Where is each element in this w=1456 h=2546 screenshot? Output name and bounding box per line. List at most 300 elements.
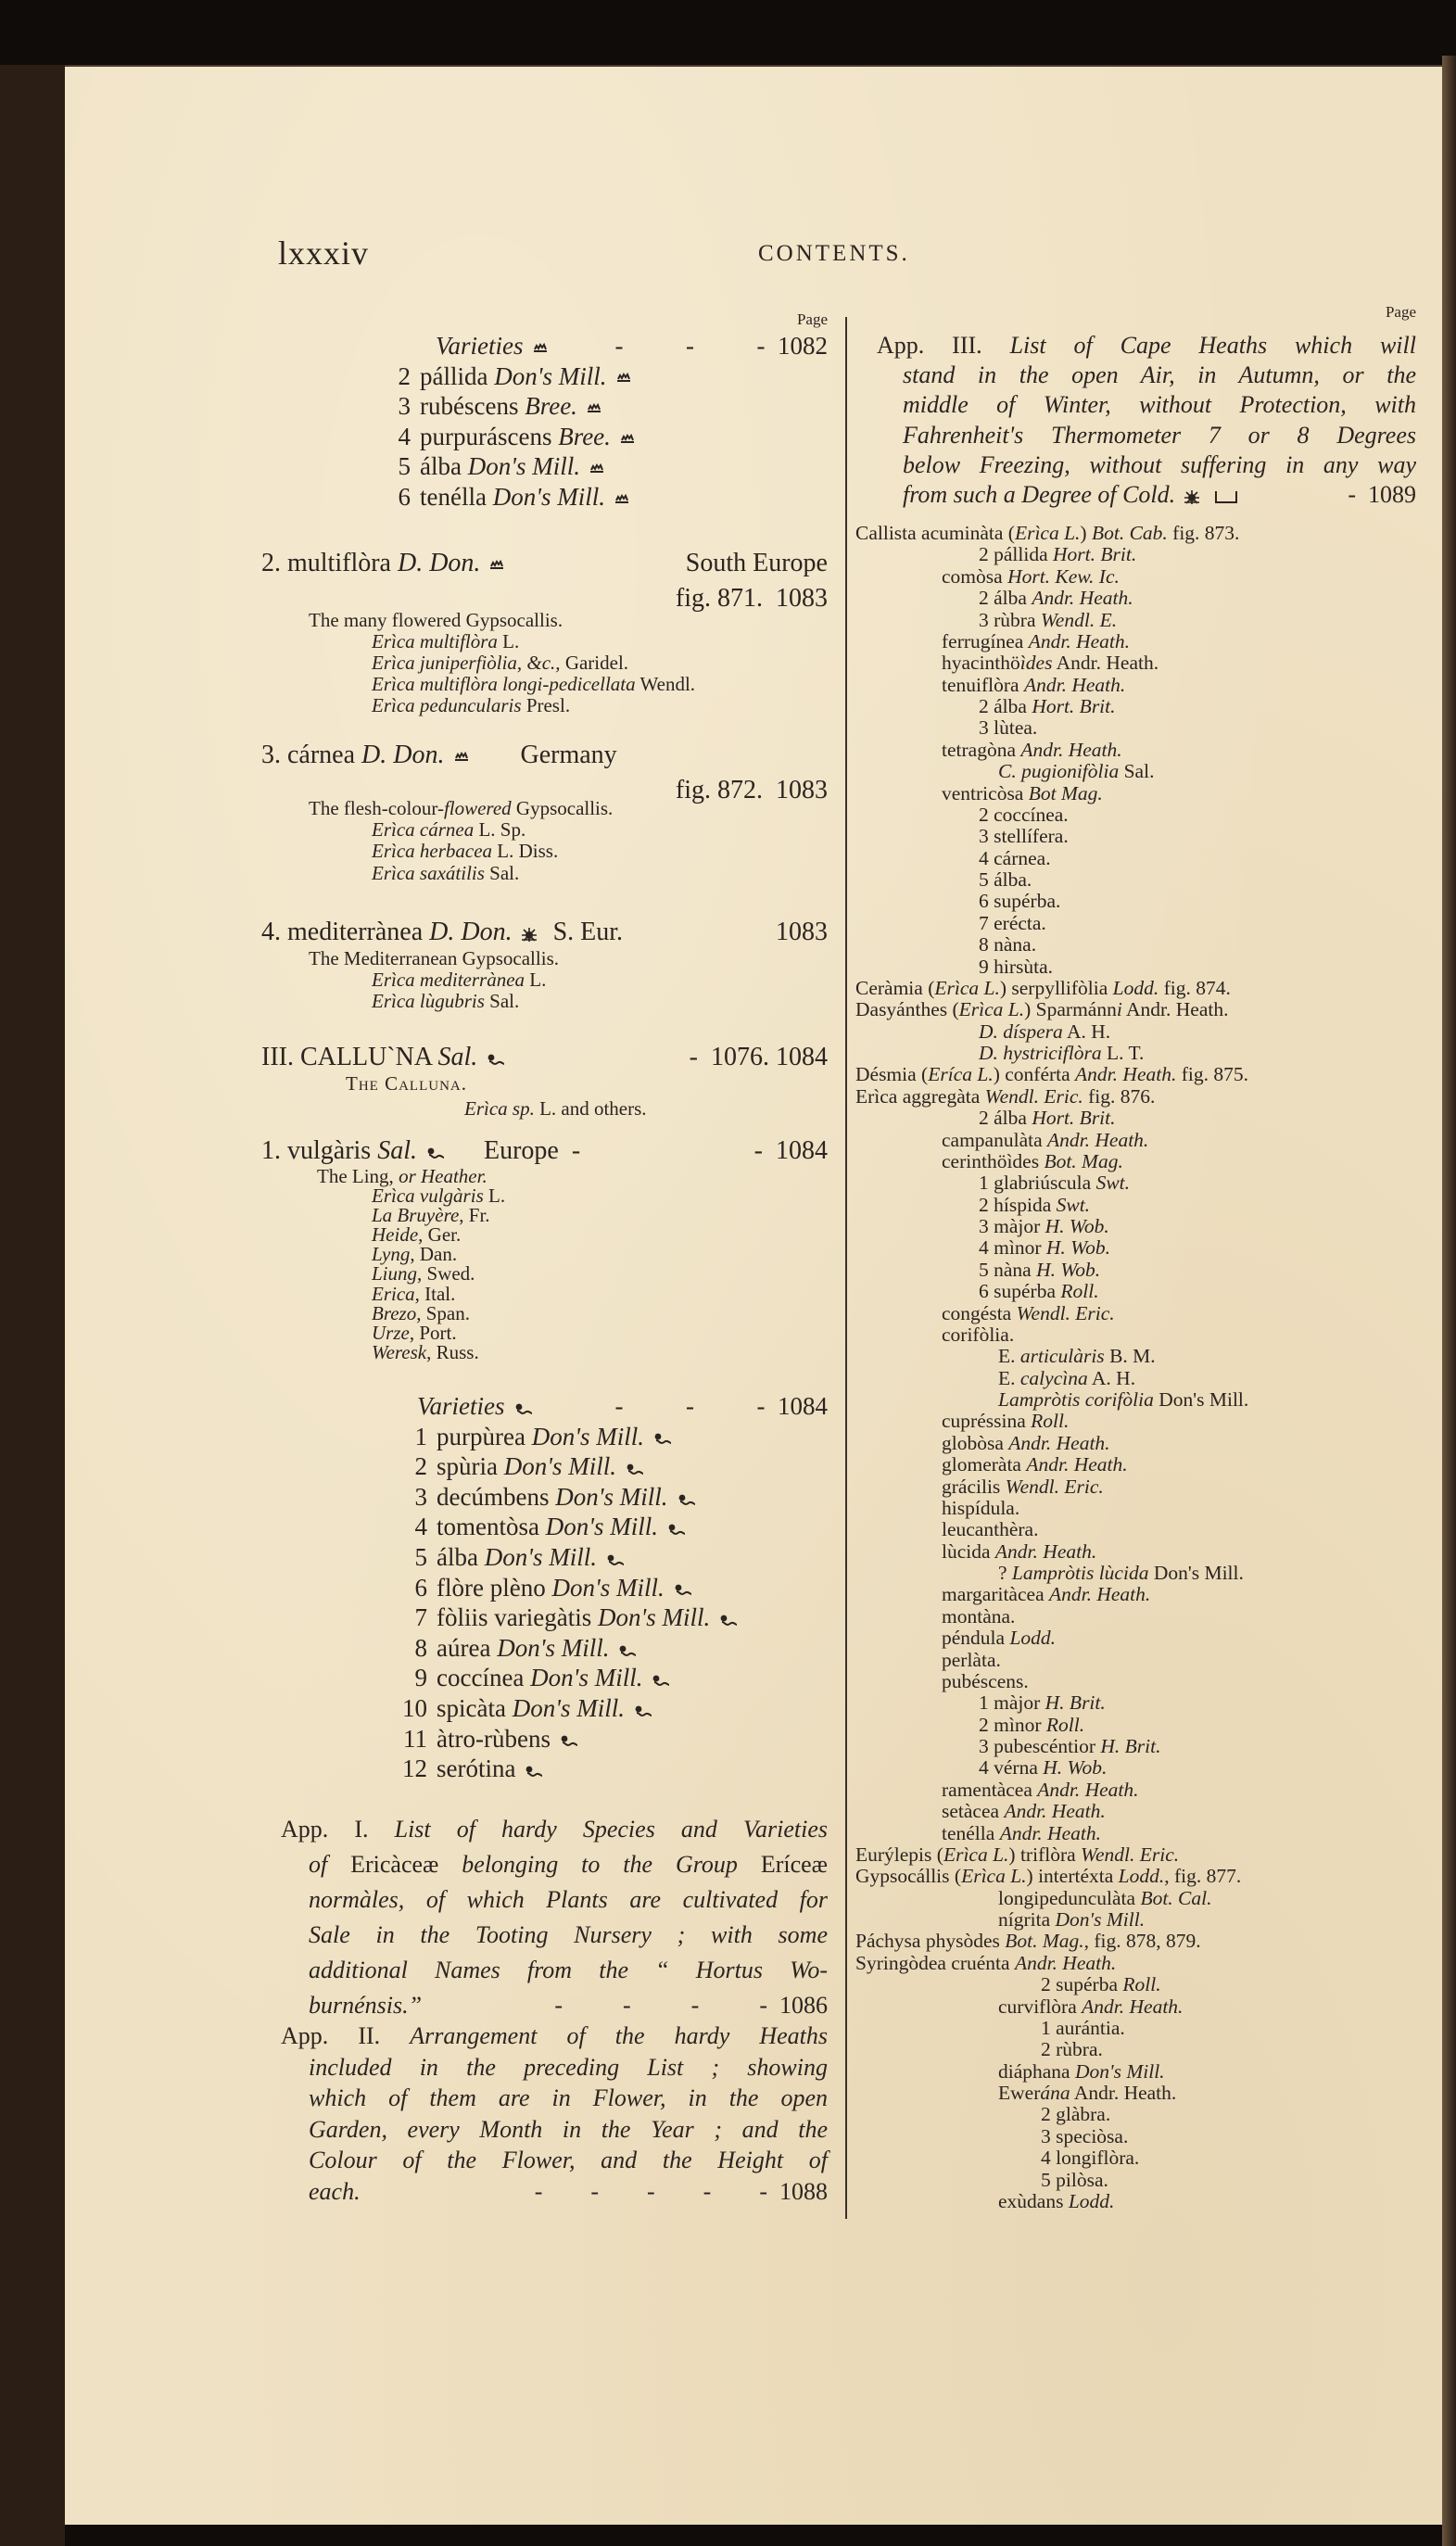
page-reference: - 1076. 1084 xyxy=(689,1043,828,1071)
entry-text: , Swed. xyxy=(417,1262,475,1286)
entry-text: 4 mìnor xyxy=(979,1236,1046,1260)
line-app-cont xyxy=(261,2083,828,2114)
entry-text-italic: D. Don. xyxy=(397,549,481,577)
entry-text-italic: ìdes xyxy=(1019,652,1053,675)
entry-text-italic: Weresk xyxy=(372,1340,427,1363)
shrub-mark-icon xyxy=(624,1463,644,1476)
entry-text: globòsa xyxy=(942,1431,1009,1454)
entry-text-italic: Erìca mediterrànea xyxy=(372,969,525,992)
line-app-cont xyxy=(855,450,1416,480)
entry-text-italic: La Bruyère xyxy=(372,1204,460,1227)
line-species xyxy=(855,1519,1416,1540)
entry-text-italic: Wendl. Eric. xyxy=(1005,1475,1104,1498)
entry-text: The Mediterranean Gypsocallis. xyxy=(309,947,559,969)
line-variety xyxy=(855,869,1416,891)
entry-block xyxy=(261,1391,828,1784)
entry-text: Erìca aggregàta xyxy=(855,1084,985,1108)
entry-text-italic: Varieties xyxy=(417,1392,505,1420)
line-variety xyxy=(855,544,1416,565)
variety-number: 9 xyxy=(414,1664,427,1692)
line-app-cont xyxy=(855,390,1416,420)
entry-text-italic: Don's Mill. xyxy=(551,1573,665,1602)
entry-text: campanulàta xyxy=(942,1128,1048,1151)
entry-text-italic: included in the preceding List ; showing xyxy=(309,2053,828,2081)
entry-text-italic: Wendl. Eric. xyxy=(1081,1843,1180,1866)
line-genus xyxy=(855,978,1416,999)
entry-text-italic: Bot. Cal. xyxy=(1140,1886,1212,1909)
line-variety xyxy=(261,1633,828,1664)
shrub-mark-icon xyxy=(676,1493,696,1506)
entry-text-italic: Don's Mill. xyxy=(545,1513,659,1541)
page-reference: - - - 1082 xyxy=(614,332,828,360)
entry-block xyxy=(261,798,828,884)
line-variety xyxy=(261,361,828,392)
entry-text: Eurýlepis ( xyxy=(855,1843,943,1866)
line-variety xyxy=(855,1108,1416,1129)
line-synonym xyxy=(855,1346,1416,1367)
entry-text: fig. 875. xyxy=(1176,1063,1248,1086)
entry-text: The many flowered Gypsocallis. xyxy=(309,609,563,631)
entry-text-italic: Varieties xyxy=(436,332,524,360)
line-species xyxy=(855,1801,1416,1822)
line-variety xyxy=(261,1451,828,1482)
line-app-cont xyxy=(261,1847,828,1882)
line-synonym xyxy=(261,1264,828,1284)
entry-text: setàcea xyxy=(942,1800,1005,1823)
entry-text-italic: Erìca L. xyxy=(1014,522,1081,544)
variety-number: 7 xyxy=(414,1603,427,1632)
variety-number: 6 xyxy=(414,1573,427,1602)
entry-text-italic: or Heather. xyxy=(399,1165,487,1187)
entry-text: 2 supérba xyxy=(1041,1973,1123,1996)
entry-text: rubéscens xyxy=(420,392,525,421)
entry-text-italic: Andr. Heath. xyxy=(1032,587,1133,610)
entry-text-italic: Don's Mill. xyxy=(530,1664,643,1692)
entry-text: The Ling, xyxy=(317,1165,399,1187)
entry-text: 2 rùbra. xyxy=(1041,2038,1103,2061)
entry-text-italic: Wendl. E. xyxy=(1040,608,1118,631)
variety-number: 4 xyxy=(398,422,411,450)
entry-text-italic: Andr. Heath. xyxy=(1004,1800,1106,1823)
line-species xyxy=(855,1823,1416,1844)
entry-text-italic: Andr. Heath. xyxy=(1048,1583,1151,1606)
entry-text-italic: Andr. Heath. xyxy=(1037,1778,1139,1801)
entry-text-italic: flowered xyxy=(443,797,512,819)
entry-text: 9 hirsùta. xyxy=(979,955,1054,978)
entry-block xyxy=(261,610,828,716)
entry-text-italic: Roll. xyxy=(1060,1280,1099,1303)
entry-text: tetragòna xyxy=(942,738,1021,761)
entry-text-italic: C. pugionifòlia xyxy=(998,760,1120,783)
line-species xyxy=(855,652,1416,674)
shrub-mark-icon xyxy=(604,1553,625,1566)
entry-text-italic: Sal. xyxy=(437,1043,478,1071)
entry-text: 5 pilòsa. xyxy=(1041,2168,1108,2191)
entry-text-italic: Lampròtis corifòlia xyxy=(998,1388,1154,1411)
entry-text-italic: calycìna xyxy=(1019,1366,1088,1389)
line-variety xyxy=(855,1043,1416,1064)
line-variety xyxy=(855,956,1416,978)
entry-text: Eríceæ xyxy=(760,1851,828,1878)
line-variety xyxy=(855,934,1416,956)
entry-text-italic: Erìca sp. xyxy=(464,1097,535,1120)
line-synonym xyxy=(261,1186,828,1206)
line-head xyxy=(261,738,828,773)
entry-text: 2 híspida xyxy=(979,1193,1057,1216)
line-app-cont xyxy=(261,1918,828,1953)
entry-text: , Ger. xyxy=(418,1223,462,1247)
entry-text: L. Sp. xyxy=(474,818,526,842)
entry-text: ramentàcea xyxy=(942,1778,1038,1801)
variety-number: 3 xyxy=(398,392,411,421)
line-genus xyxy=(855,1866,1416,1887)
shrub-mark-icon xyxy=(485,1053,505,1066)
entry-text: III. CALLU`NA xyxy=(261,1043,438,1071)
entry-text: , Span. xyxy=(416,1301,470,1324)
entry-text: 2 mìnor xyxy=(979,1713,1046,1736)
entry-text: 8 nàna. xyxy=(979,933,1037,956)
page-reference: 1083 xyxy=(776,918,828,946)
entry-text-italic: Lodd. xyxy=(1009,1627,1057,1650)
line-synonym xyxy=(261,1321,828,1344)
entry-text-italic: Don's Mill. xyxy=(467,452,581,481)
entry-text: coccínea xyxy=(437,1664,531,1692)
shrub-mark-icon xyxy=(616,1644,637,1657)
entry-text-italic: Erìca cárnea xyxy=(372,818,475,842)
entry-text: , Dan. xyxy=(410,1243,458,1266)
half-hardy-mark-icon xyxy=(1183,489,1201,504)
locality-text: Germany xyxy=(520,741,617,769)
entry-text: Don's Mill. xyxy=(1148,1562,1244,1584)
heath-mark-icon xyxy=(452,752,471,763)
entry-text-italic: D. díspera xyxy=(979,1020,1063,1043)
heath-mark-icon xyxy=(614,373,633,384)
entry-text: hispídula. xyxy=(942,1496,1020,1519)
entry-text: cupréssina xyxy=(942,1410,1032,1433)
entry-text-italic: Wendl. Eric. xyxy=(1016,1301,1115,1324)
entry-text: ) xyxy=(1080,522,1092,544)
line-variety xyxy=(261,1724,828,1754)
line-variety xyxy=(855,1195,1416,1216)
line-species xyxy=(855,1324,1416,1346)
entry-text-italic: Roll. xyxy=(1045,1713,1085,1736)
variety-number: 8 xyxy=(414,1633,427,1662)
entry-text-italic: Andr. Heath. xyxy=(1075,1063,1177,1086)
line-species-deep xyxy=(855,1888,1416,1909)
entry-text-italic: Andr. Heath. xyxy=(1023,673,1126,696)
page-reference: - - - - 1086 xyxy=(554,1992,828,2019)
entry-block xyxy=(261,1167,828,1362)
entry-text: 2 pállida xyxy=(979,543,1054,566)
entry-text: 3 lùtea. xyxy=(979,716,1038,740)
running-head: CONTENTS. xyxy=(758,241,910,266)
line-app-cont xyxy=(855,480,1416,510)
heath-mark-icon xyxy=(588,463,606,475)
line-species xyxy=(855,566,1416,588)
line-variety xyxy=(855,1216,1416,1237)
page-column-label: Page xyxy=(796,310,828,328)
entry-text: tomentòsa xyxy=(437,1513,546,1541)
page-reference: fig. 872. 1083 xyxy=(675,776,828,804)
entry-text: App. I. xyxy=(281,1816,395,1843)
entry-text: ferrugínea xyxy=(942,629,1029,652)
line-variety xyxy=(261,1693,828,1724)
entry-text-italic: Erìca L. xyxy=(958,998,1025,1021)
line-synonym xyxy=(261,652,828,674)
line-subvariety xyxy=(855,2170,1416,2191)
entry-text: flòre plèno xyxy=(437,1573,552,1602)
entry-text-italic: H. Wob. xyxy=(1036,1258,1101,1281)
page-column-label: Page xyxy=(1385,303,1416,321)
variety-number: 3 xyxy=(414,1482,427,1511)
entry-text: 2 coccínea. xyxy=(979,803,1069,826)
entry-text-italic: Urze xyxy=(372,1321,410,1344)
entry-text-italic: stand in the open Air, in Autumn, or the xyxy=(903,361,1416,389)
entry-text: Désmia ( xyxy=(855,1063,929,1086)
entry-text: L. and others. xyxy=(534,1097,647,1120)
entry-text: L. xyxy=(525,969,547,992)
entry-text: 1 aurántia. xyxy=(1041,2016,1125,2039)
entry-text: 5 nàna xyxy=(979,1258,1037,1281)
entry-text-italic: Wendl. Eric. xyxy=(984,1084,1083,1108)
entry-block xyxy=(261,1071,828,1121)
shrub-mark-icon xyxy=(665,1523,686,1536)
line-app-head xyxy=(261,2020,828,2052)
entry-text-italic: Andr. Heath. xyxy=(1047,1128,1149,1151)
entry-text-italic: Erìca L. xyxy=(961,1865,1027,1888)
line-app-cont xyxy=(261,2176,828,2208)
line-variety xyxy=(855,1736,1416,1757)
entry-text-italic: from such a Degree of Cold. xyxy=(903,480,1176,508)
entry-text: 4 vérna xyxy=(979,1756,1044,1780)
entry-text-italic: H. Wob. xyxy=(1045,1215,1109,1237)
entry-text-italic: Andr. Heath. xyxy=(1020,738,1122,761)
shrub-mark-icon xyxy=(652,1432,672,1445)
shrub-mark-icon xyxy=(513,1402,533,1415)
entry-text-italic: Roll. xyxy=(1031,1410,1070,1433)
line-varieties-label xyxy=(261,331,828,361)
variety-number: 6 xyxy=(398,482,411,511)
half-hardy-mark-icon xyxy=(520,927,538,942)
variety-number: 5 xyxy=(398,452,411,481)
entry-text-italic: Fahrenheit's Thermometer 7 or 8 Degrees xyxy=(903,421,1416,449)
entry-text: péndula xyxy=(942,1627,1010,1650)
entry-text: cerinthöìdes xyxy=(942,1149,1045,1172)
entry-text-italic: Erìca juniperfiòlia, &c., xyxy=(372,651,561,674)
line-common xyxy=(261,798,828,819)
line-head xyxy=(261,1040,828,1075)
shrub-mark-icon xyxy=(650,1674,670,1687)
entry-text: 2 álba xyxy=(979,587,1032,610)
entry-text-italic: Swt. xyxy=(1095,1172,1131,1195)
entry-text: 2 glàbra. xyxy=(1041,2103,1111,2126)
line-synonym xyxy=(261,1245,828,1264)
line-species-deep xyxy=(855,1909,1416,1931)
line-subvariety xyxy=(855,2018,1416,2039)
variety-number: 4 xyxy=(414,1513,427,1541)
line-app-cont xyxy=(261,1988,828,2023)
entry-text: 1 glabriúscula xyxy=(979,1172,1096,1195)
line-app-cont xyxy=(261,2145,828,2176)
entry-text: 3 màjor xyxy=(979,1215,1045,1237)
entry-text-italic: Liung xyxy=(372,1262,418,1286)
entry-text: Andr. Heath. xyxy=(1070,2082,1177,2104)
line-variety xyxy=(855,696,1416,717)
page-edge-right xyxy=(1442,56,1456,2546)
entry-text: A. H. xyxy=(1062,1020,1111,1043)
shrub-mark-icon xyxy=(717,1614,738,1627)
line-subvariety xyxy=(855,2104,1416,2125)
entry-block xyxy=(261,2020,828,2208)
entry-text: 6 supérba xyxy=(979,1280,1061,1303)
entry-text: aúrea xyxy=(437,1633,498,1662)
line-synonym xyxy=(261,1282,828,1305)
entry-text: Ceràmia ( xyxy=(855,976,935,999)
entry-text-italic: Bot. Mag. xyxy=(1005,1930,1084,1953)
entry-text: App. II. xyxy=(281,2022,411,2049)
entry-text: 4 cárnea. xyxy=(979,846,1051,869)
column-divider xyxy=(845,317,847,2219)
entry-text: Callista acuminàta ( xyxy=(855,522,1015,544)
line-variety xyxy=(261,422,828,452)
entry-text: Sal. xyxy=(484,990,520,1013)
entry-text: ) conférta xyxy=(993,1063,1076,1086)
entry-text: perlàta. xyxy=(942,1648,1001,1671)
line-variety xyxy=(261,1482,828,1513)
shrub-mark-icon xyxy=(558,1734,578,1747)
line-subvariety xyxy=(855,2039,1416,2060)
line-variety xyxy=(261,451,828,482)
entry-text: L. Diss. xyxy=(492,840,559,863)
entry-text: Páchysa physòdes xyxy=(855,1930,1006,1953)
entry-text-italic: Hort. Brit. xyxy=(1032,695,1116,717)
entry-text: , Russ. xyxy=(426,1340,479,1363)
entry-text: 2 álba xyxy=(979,1107,1032,1130)
entry-text: glomeràta xyxy=(942,1453,1027,1476)
entry-text: Garidel. xyxy=(560,651,629,674)
entry-text-italic: List of Cape Heaths which will xyxy=(1009,332,1416,359)
entry-text-italic: Lampròtis lùcida xyxy=(1011,1562,1149,1584)
entry-text: leucanthèra. xyxy=(942,1518,1039,1541)
entry-text-italic: Bree. xyxy=(525,392,577,421)
line-variety xyxy=(855,717,1416,739)
variety-number: 1 xyxy=(414,1422,427,1450)
entry-text-italic: Andr. Heath. xyxy=(994,1539,1097,1563)
entry-text: grácilis xyxy=(942,1475,1006,1498)
entry-text-italic: normàles, of which Plants are cultivated for xyxy=(309,1886,828,1913)
line-app-head xyxy=(261,1812,828,1847)
line-synonym xyxy=(261,819,828,841)
entry-text: exùdans xyxy=(998,2189,1069,2212)
entry-text: 4. mediterrànea xyxy=(261,918,430,946)
entry-text: purpuráscens xyxy=(420,422,559,450)
entry-text-italic: Erìca saxátilis xyxy=(372,861,485,884)
line-common xyxy=(261,610,828,631)
entry-text: tenélla xyxy=(420,482,493,511)
entry-text-italic: each. xyxy=(309,2177,361,2205)
page-reference: - 1084 xyxy=(753,1136,828,1165)
entry-text-italic: Lodd. xyxy=(1068,2189,1115,2212)
line-species xyxy=(855,740,1416,761)
line-species-deep xyxy=(855,2061,1416,2083)
line-subvariety xyxy=(855,2147,1416,2169)
entry-text-italic: Erìca L. xyxy=(934,976,1000,999)
line-variety xyxy=(261,1754,828,1784)
entry-text: The Calluna. xyxy=(346,1072,467,1095)
line-variety xyxy=(855,1757,1416,1779)
entry-text-italic: H. Brit. xyxy=(1045,1691,1106,1715)
entry-text-italic: Don's Mill. xyxy=(503,1452,617,1481)
page-reference: - 1089 xyxy=(1348,480,1416,508)
line-species xyxy=(855,1433,1416,1454)
line-head xyxy=(261,1134,828,1169)
line-species xyxy=(855,631,1416,652)
line-synonym xyxy=(261,1301,828,1324)
entry-text: fig. 876. xyxy=(1083,1084,1156,1108)
entry-text: curviflòra xyxy=(998,1995,1083,2018)
scan-background-left xyxy=(0,65,65,2546)
line-synonym xyxy=(855,1563,1416,1584)
locality-text: S. Eur. xyxy=(552,918,624,946)
entry-block xyxy=(261,915,828,950)
entry-text: tenélla xyxy=(942,1821,1000,1844)
entry-text: álba xyxy=(437,1542,485,1571)
entry-text: àtro-rùbens xyxy=(437,1724,551,1753)
entry-text: 5 álba. xyxy=(979,868,1032,891)
line-species xyxy=(855,1606,1416,1628)
entry-text: 3 rùbra xyxy=(979,608,1041,631)
entry-text-italic: below Freezing, without suffering in any way xyxy=(903,450,1416,478)
entry-text-italic: Andr. Heath. xyxy=(1026,1453,1128,1476)
entry-text: Syringòdea cruénta xyxy=(855,1951,1015,1974)
entry-text-italic: Erìca vulgàris xyxy=(372,1184,484,1208)
line-subvariety xyxy=(855,2126,1416,2147)
line-variety xyxy=(261,482,828,513)
line-common-caps xyxy=(261,1071,828,1096)
entry-text: fig. 873. xyxy=(1167,522,1240,544)
line-variety xyxy=(855,1172,1416,1194)
entry-text: Gypsocállis ( xyxy=(855,1865,962,1888)
entry-text-italic: Bot Mag. xyxy=(1028,781,1103,804)
entry-text: Dasyánthes ( xyxy=(855,998,959,1021)
entry-text-italic: Don's Mill. xyxy=(484,1542,598,1571)
entry-text-italic: middle of Winter, without Protection, with xyxy=(903,391,1416,419)
entry-block xyxy=(261,1812,828,2023)
entry-text-italic: Don's Mill. xyxy=(512,1693,625,1722)
heath-mark-icon xyxy=(618,434,637,445)
entry-text-italic: D. Don. xyxy=(429,918,513,946)
entry-text: spicàta xyxy=(437,1693,513,1722)
entry-text-italic: Don's Mill. xyxy=(1055,1908,1146,1931)
line-synonym xyxy=(261,969,828,991)
line-variety xyxy=(855,848,1416,869)
locality-text: Europe - xyxy=(484,1136,581,1165)
entry-text: Gypsocallis. xyxy=(511,797,614,819)
line-variety xyxy=(855,804,1416,826)
line-app-cont xyxy=(855,421,1416,450)
line-genus xyxy=(855,1844,1416,1866)
entry-text: 3. cárnea xyxy=(261,741,362,769)
entry-text: Ewer xyxy=(998,2082,1041,2104)
line-genus xyxy=(855,1931,1416,1952)
entry-text: purpùrea xyxy=(437,1422,532,1450)
entry-text-italic: Hort. Brit. xyxy=(1032,1107,1116,1130)
entry-text-italic: Erìca lùgubris xyxy=(372,990,485,1013)
entry-text-italic: Garden, every Month in the Year ; and the xyxy=(309,2115,828,2143)
entry-text-italic: belonging to the Group xyxy=(438,1851,761,1878)
entry-text: 3 speciòsa. xyxy=(1041,2124,1129,2147)
line-variety xyxy=(261,1663,828,1693)
